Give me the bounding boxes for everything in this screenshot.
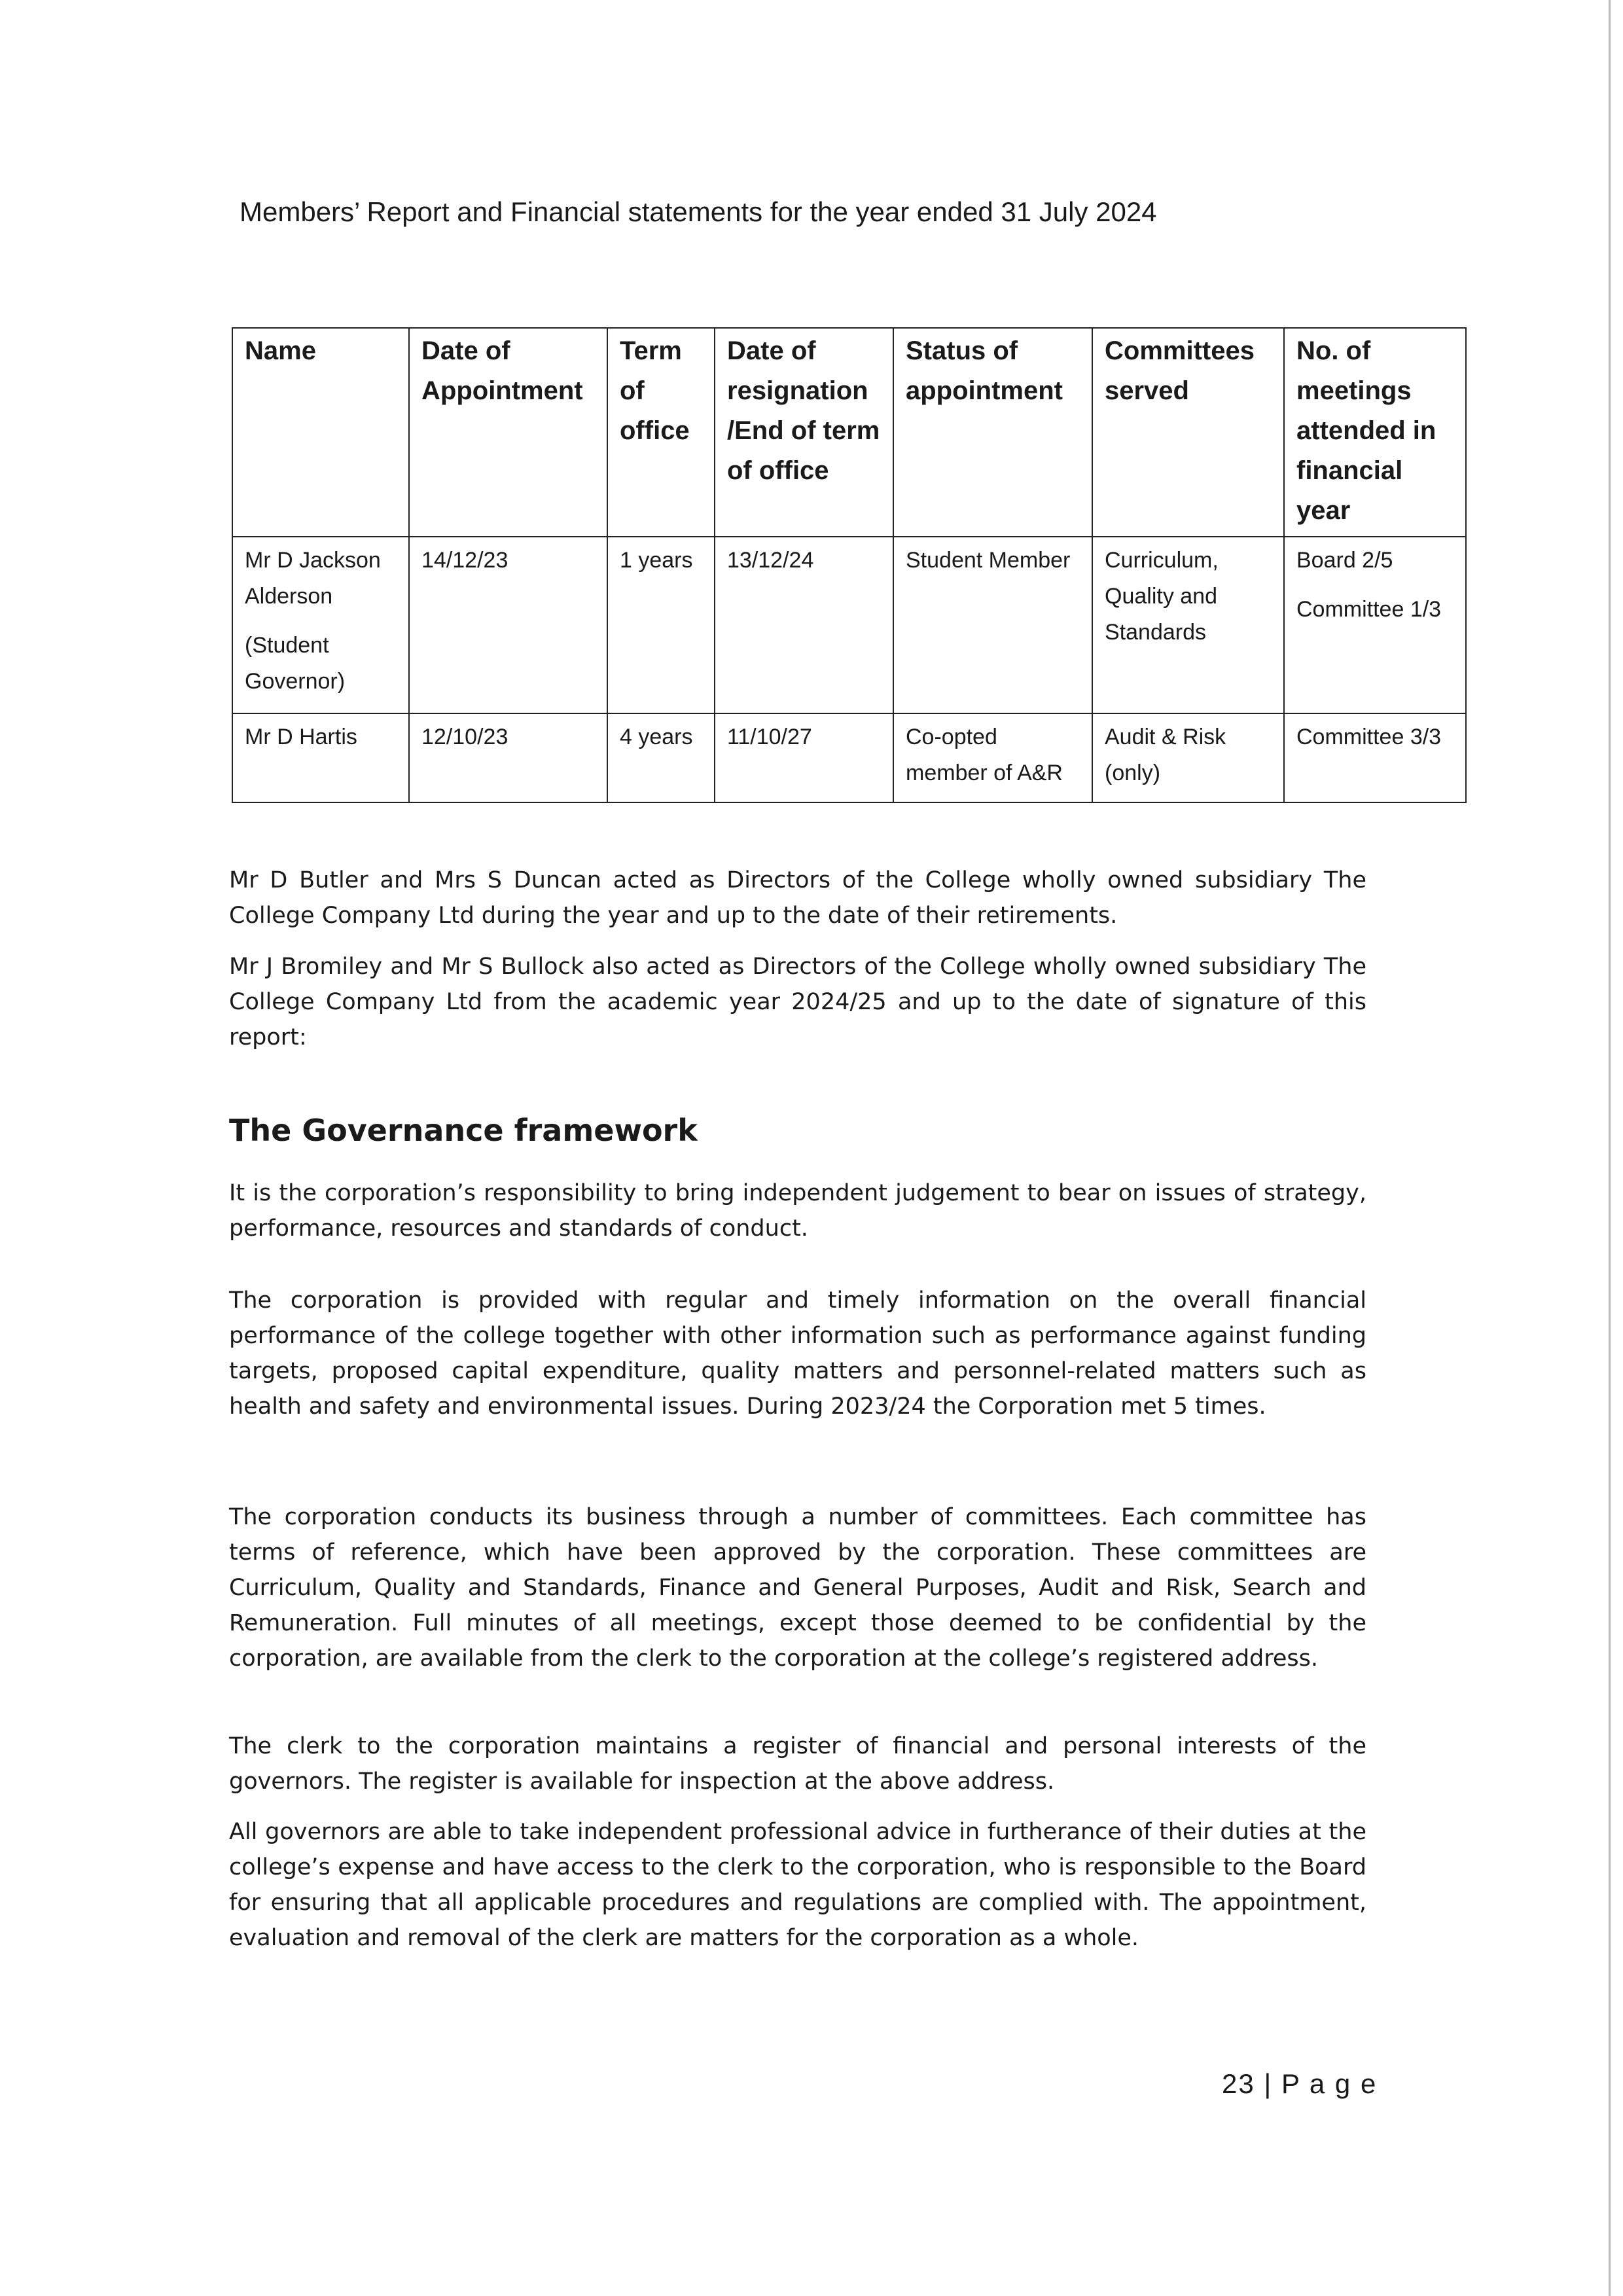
running-header: Members’ Report and Financial statements for the year ended 31 July 2024 bbox=[240, 196, 1157, 227]
committees-cell: Audit & Risk (only) bbox=[1092, 713, 1284, 802]
name-cell: Mr D Hartis bbox=[232, 713, 409, 802]
governors-table bbox=[232, 327, 1467, 803]
table-header-row bbox=[232, 328, 1466, 537]
meetings-board: Board 2/5 bbox=[1296, 548, 1393, 573]
paragraph: The clerk to the corporation maintains a register of financial and personal interests of the governors. The register is available for inspection at the above address. bbox=[229, 1733, 1366, 1795]
end-cell: 11/10/27 bbox=[715, 713, 893, 802]
name-cell bbox=[232, 537, 409, 713]
meetings-cell: Committee 3/3 bbox=[1284, 713, 1466, 802]
section-heading: The Governance framework bbox=[229, 1113, 698, 1148]
paragraph: All governors are able to take independent professional advice in furtherance of their duties at the college’s expense and have access to the clerk to the corporation, who is responsible to the Board for ensuring that all applicable procedures and regulations are complied with. The appointment, evaluation and removal of the clerk are matters for the corporation as a whole. bbox=[229, 1819, 1366, 1951]
page-number: 23 | P a g e bbox=[1222, 2068, 1378, 2099]
col-header: No. of meetings attended in financial year bbox=[1284, 328, 1466, 537]
col-header: Committees served bbox=[1092, 328, 1284, 537]
paragraph-directors-1: Mr D Butler and Mrs S Duncan acted as Directors of the College wholly owned subsidiary The College Company Ltd during the year and up to the date of their retirements. bbox=[229, 867, 1366, 929]
col-header: Date of Appointment bbox=[409, 328, 607, 537]
col-header: Status of appointment bbox=[893, 328, 1092, 537]
status-cell: Student Member bbox=[893, 537, 1092, 713]
col-header: Term of office bbox=[607, 328, 715, 537]
status-cell: Co-opted member of A&R bbox=[893, 713, 1092, 802]
end-cell: 13/12/24 bbox=[715, 537, 893, 713]
paragraph: The corporation is provided with regular and timely information on the overall financial performance of the college together with other information such as performance against funding targets, proposed capital expenditure, quality matters and personnel-related matters such as health and safety and environmental issues. During 2023/24 the Corporation met 5 times. bbox=[229, 1287, 1366, 1420]
name-note: (Student Governor) bbox=[245, 633, 346, 694]
col-header: Date of resignation /End of term of office bbox=[715, 328, 893, 537]
table-row bbox=[232, 537, 1466, 713]
paragraph: The corporation conducts its business through a number of committees. Each committee has terms of reference, which have been approved by the corporation. These committees are Curriculum, Quality and Standards, Finance and General Purposes, Audit and Risk, Search and Remuneration. Full minutes of all meetings, except those deemed to be confidential by the corporation, are available from the clerk to the corporation at the college’s registered address. bbox=[229, 1504, 1366, 1672]
name: Mr D Jackson Alderson bbox=[245, 548, 381, 609]
scan-edge-line bbox=[1609, 0, 1611, 2296]
term-cell: 1 years bbox=[607, 537, 715, 713]
col-header: Name bbox=[232, 328, 409, 537]
committees-cell: Curriculum, Quality and Standards bbox=[1092, 537, 1284, 713]
table-row bbox=[232, 713, 1466, 802]
paragraph-directors-2: Mr J Bromiley and Mr S Bullock also acted as Directors of the College wholly owned subsidiary The College Company Ltd from the academic year 2024/25 and up to the date of signature of this report: bbox=[229, 954, 1366, 1050]
appointed-cell: 14/12/23 bbox=[409, 537, 607, 713]
meetings-committee: Committee 1/3 bbox=[1296, 597, 1442, 622]
paragraph: It is the corporation’s responsibility to bring independent judgement to bear on issues of strategy, performance, resources and standards of conduct. bbox=[229, 1180, 1366, 1242]
term-cell: 4 years bbox=[607, 713, 715, 802]
appointed-cell: 12/10/23 bbox=[409, 713, 607, 802]
meetings-cell bbox=[1284, 537, 1466, 713]
